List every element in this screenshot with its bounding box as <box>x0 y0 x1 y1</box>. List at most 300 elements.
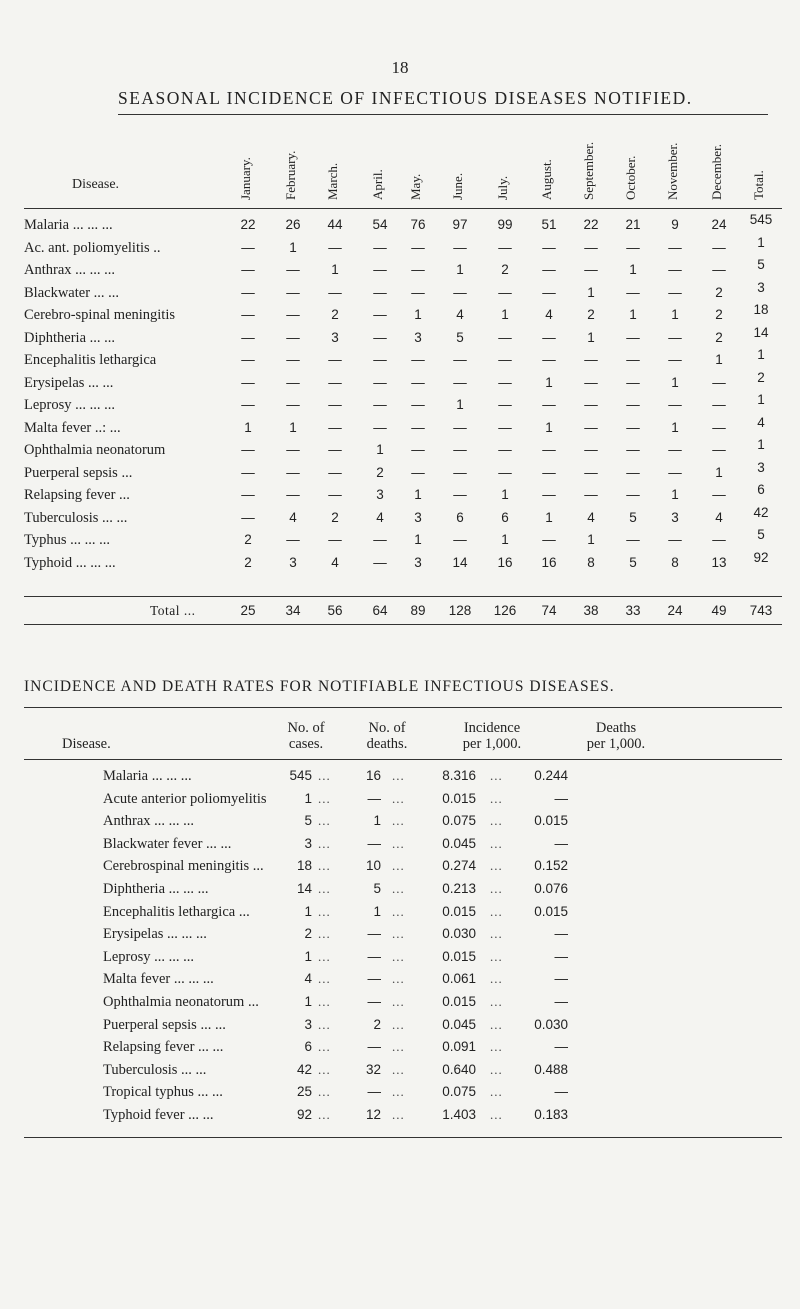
table1-disease-label: Blackwater ... ... <box>24 284 120 301</box>
table2-cases: 4 <box>304 971 312 987</box>
table1-cell: 2 <box>715 329 723 345</box>
table2-leader-dots: ... <box>392 813 405 829</box>
table1-cell: 99 <box>497 217 513 232</box>
table1-cell: — <box>286 487 300 502</box>
table2-leader-dots: ... <box>490 813 503 829</box>
table1-total-cell: 743 <box>749 603 773 618</box>
table1-cell: — <box>286 374 300 390</box>
table1-row <box>0 549 800 574</box>
table1-disease-label: Encephalitis lethargica <box>24 352 157 368</box>
table1-disease-label: Puerperal sepsis ... <box>24 464 133 481</box>
table1-cell: — <box>241 329 255 345</box>
table1-cell: 2 <box>244 554 252 570</box>
table1-total-cell: 74 <box>541 603 557 618</box>
table1-cell: — <box>498 442 512 457</box>
table2-leader-dots: ... <box>318 903 331 919</box>
table2-incidence: 0.213 <box>442 881 476 896</box>
table1-disease-label: Cerebro-spinal meningitis <box>24 307 176 323</box>
table2-leader-dots: ... <box>392 1084 405 1100</box>
table1-cell: — <box>626 419 640 435</box>
table1-cell: — <box>626 284 640 300</box>
table2-death-rate: 0.244 <box>534 768 568 783</box>
table2-disease-label: Erysipelas ... ... ... <box>103 926 207 943</box>
table1-month-header: Total. <box>751 170 766 200</box>
table1-cell: 2 <box>331 509 339 525</box>
table1-cell: — <box>241 262 255 277</box>
table1-cell: 5 <box>629 509 637 525</box>
table1-cell: 545 <box>749 212 773 227</box>
table1-cell: 6 <box>757 482 765 497</box>
table1-cell: — <box>373 397 387 412</box>
table2-leader-dots: ... <box>392 881 405 896</box>
table1-cell: 1 <box>501 307 509 322</box>
table1-cell: 4 <box>331 554 339 570</box>
table2-leader-dots: ... <box>318 813 331 829</box>
table2-incidence: 0.091 <box>442 1039 476 1055</box>
table2-leader-dots: ... <box>490 994 503 1009</box>
table1-cell: — <box>241 487 255 502</box>
table1-cell: — <box>453 419 467 435</box>
table1-cell: — <box>712 487 726 502</box>
table1-cell: 3 <box>414 329 422 345</box>
table1-cell: 1 <box>545 509 553 525</box>
table2-leader-dots: ... <box>392 768 405 783</box>
table2-leader-dots: ... <box>392 926 405 942</box>
table1-cell: — <box>241 397 255 412</box>
table1-cell: — <box>498 419 512 435</box>
table1-cell: 2 <box>757 369 765 385</box>
table1-cell: 1 <box>671 487 679 502</box>
table1-cell: 1 <box>244 419 252 435</box>
table2-header-incidence-line1: Incidence <box>463 720 521 736</box>
table1-cell: 4 <box>587 509 595 525</box>
table1-cell: — <box>498 239 512 255</box>
table1-cell: 5 <box>757 257 765 272</box>
table2-row <box>0 994 800 1016</box>
table1-disease-label: Malaria ... ... ... <box>24 217 113 233</box>
table2-leader-dots: ... <box>490 790 503 806</box>
table1-cell: — <box>498 329 512 345</box>
table1-total-cell: 25 <box>240 603 256 618</box>
table1-cell: — <box>584 397 598 412</box>
table1-cell: — <box>668 239 682 255</box>
table1-cell: — <box>411 262 425 277</box>
table2-death-rate: — <box>554 926 568 942</box>
table2-incidence: 0.274 <box>442 858 476 874</box>
table2-deaths: 5 <box>373 881 381 896</box>
table1-cell: — <box>584 239 598 255</box>
table1-cell: — <box>411 397 425 412</box>
table1-cell: 1 <box>757 234 765 250</box>
table2-header-disease: Disease. <box>62 736 111 752</box>
table1-cell: 5 <box>757 527 765 542</box>
table1-cell: — <box>453 487 467 502</box>
table1-cell: 4 <box>289 509 297 525</box>
table2-deaths: 2 <box>373 1016 381 1032</box>
table1-cell: — <box>286 284 300 300</box>
table1-cell: 3 <box>331 329 339 345</box>
table1-row <box>0 369 800 394</box>
table1-cell: — <box>286 464 300 480</box>
table2-row <box>0 791 800 813</box>
table2-disease-label: Anthrax ... ... ... <box>103 813 195 830</box>
table1-total-cell: 24 <box>667 603 683 618</box>
table1-cell: 26 <box>285 217 301 232</box>
table1-row <box>0 212 800 236</box>
table1-cell: — <box>328 284 342 300</box>
table1-month-header: July. <box>495 175 510 200</box>
table2-leader-dots: ... <box>490 903 503 919</box>
table1-cell: — <box>286 352 300 367</box>
table1-cell: — <box>373 284 387 300</box>
table1-total-cell: 89 <box>410 603 426 618</box>
table2-header-deaths-line2: deaths. <box>366 736 408 752</box>
table2-leader-dots: ... <box>318 1107 331 1122</box>
table2-leader-dots: ... <box>318 1016 331 1032</box>
table1-cell: — <box>411 419 425 435</box>
table1-cell: 1 <box>456 397 464 412</box>
table2-header-cases <box>266 720 346 752</box>
table1-cell: — <box>286 262 300 277</box>
table2-deaths: 1 <box>373 813 381 829</box>
table1-total-cell: 38 <box>583 603 599 618</box>
table1-cell: — <box>542 262 556 277</box>
table2-disease-label: Malta fever ... ... ... <box>103 971 214 988</box>
table2-leader-dots: ... <box>490 858 503 874</box>
table1-cell: — <box>668 329 682 345</box>
table2-death-rate: 0.015 <box>534 903 568 919</box>
table1-cell: — <box>411 284 425 300</box>
table1-row <box>0 302 800 326</box>
table2-leader-dots: ... <box>490 1107 503 1122</box>
table1-cell: — <box>584 374 598 390</box>
table2-death-rate: — <box>554 790 568 806</box>
table1-cell: 2 <box>715 307 723 322</box>
table1-cell: 8 <box>671 554 679 570</box>
table1-cell: 8 <box>587 554 595 570</box>
table2-leader-dots: ... <box>318 768 331 783</box>
table2-leader-dots: ... <box>318 881 331 896</box>
table1-cell: — <box>542 532 556 547</box>
table2-disease-label: Puerperal sepsis ... ... <box>103 1016 226 1033</box>
table1-cell: — <box>542 329 556 345</box>
table1-total-cell: 34 <box>285 603 301 618</box>
table2-row <box>0 1084 800 1106</box>
table2-row <box>0 881 800 903</box>
table1-disease-label: Ac. ant. poliomyelitis .. <box>24 239 161 256</box>
table2-row <box>0 1017 800 1039</box>
table2-deaths: 12 <box>365 1107 381 1122</box>
table1-cell: — <box>498 464 512 480</box>
table1-total-cell: 56 <box>327 603 343 618</box>
table1-cell: 18 <box>753 302 769 317</box>
table2-row <box>0 926 800 948</box>
table2-leader-dots: ... <box>318 835 331 851</box>
table1-cell: 1 <box>376 442 384 457</box>
table2-cases: 5 <box>304 813 312 829</box>
table1-cell: — <box>453 532 467 547</box>
table1-cell: 1 <box>501 487 509 502</box>
table1-cell: — <box>626 532 640 547</box>
table1-month-header: January. <box>238 157 253 200</box>
table1-cell: 16 <box>497 554 513 570</box>
table2-death-rate: — <box>554 994 568 1009</box>
table1-cell: 5 <box>629 554 637 570</box>
table1-cell: 1 <box>587 284 595 300</box>
table1-cell: — <box>328 419 342 435</box>
table1-bottom-rule <box>24 624 782 625</box>
table1-cell: — <box>668 262 682 277</box>
table2-cases: 1 <box>304 903 312 919</box>
table1-cell: — <box>286 329 300 345</box>
table1-cell: 1 <box>671 419 679 435</box>
table1-cell: — <box>498 374 512 390</box>
table1-row <box>0 459 800 484</box>
table1-cell: — <box>241 352 255 367</box>
table2-leader-dots: ... <box>392 1016 405 1032</box>
table2-disease-label: Diphtheria ... ... ... <box>103 881 209 897</box>
table2-disease-label: Leprosy ... ... ... <box>103 948 195 965</box>
table2-incidence: 0.045 <box>442 1016 476 1032</box>
table2-header-rate <box>562 720 670 752</box>
table1-cell: — <box>241 284 255 300</box>
table2-leader-dots: ... <box>490 881 503 896</box>
table2-disease-label: Acute anterior poliomyelitis <box>103 790 267 807</box>
table1-cell: — <box>411 464 425 480</box>
table1-cell: — <box>668 352 682 367</box>
table2-death-rate: — <box>554 948 568 964</box>
table1-cell: — <box>373 554 387 570</box>
table1-cell: — <box>286 532 300 547</box>
table2-incidence: 0.075 <box>442 1084 476 1100</box>
table2-death-rate: — <box>554 835 568 851</box>
table1-total-label: Total ... <box>150 603 196 618</box>
table1-cell: 14 <box>753 324 769 340</box>
table1-cell: — <box>498 397 512 412</box>
table1-cell: — <box>626 397 640 412</box>
table2-incidence: 0.045 <box>442 835 476 851</box>
table1-cell: 1 <box>289 239 297 255</box>
table2-header-rate-line2: per 1,000. <box>586 736 646 752</box>
table1-cell: — <box>542 487 556 502</box>
table2-deaths: — <box>367 1084 381 1100</box>
table1-month-header: June. <box>450 172 465 200</box>
table1-month-header: March. <box>325 162 340 200</box>
table2-leader-dots: ... <box>318 971 331 987</box>
table2-leader-dots: ... <box>392 790 405 806</box>
table1-month-header: September. <box>581 141 596 200</box>
table1-cell: — <box>542 397 556 412</box>
table1-cell: — <box>584 262 598 277</box>
table1-cell: 5 <box>456 329 464 345</box>
table1-cell: — <box>626 374 640 390</box>
table1-cell: — <box>328 532 342 547</box>
table1-cell: — <box>668 532 682 547</box>
table1-row <box>0 437 800 461</box>
table1-cell: 2 <box>244 532 252 547</box>
table2-disease-label: Blackwater fever ... ... <box>103 835 232 852</box>
table2-leader-dots: ... <box>490 971 503 987</box>
table2-incidence: 0.015 <box>442 790 476 806</box>
table2-deaths: — <box>367 1039 381 1055</box>
table2-row <box>0 813 800 835</box>
table2-disease-label: Relapsing fever ... ... <box>103 1039 224 1056</box>
table1-cell: — <box>373 262 387 277</box>
table2-deaths: 32 <box>365 1061 381 1077</box>
table2-cases: 545 <box>289 768 312 783</box>
table1-row <box>0 279 800 304</box>
table2-header-incidence <box>438 720 546 752</box>
table1-cell: 2 <box>715 284 723 300</box>
table1-cell: 6 <box>456 509 464 525</box>
table2-deaths: — <box>367 790 381 806</box>
table1-disease-label: Tuberculosis ... ... <box>24 509 128 526</box>
table1-cell: 24 <box>711 217 727 232</box>
table2-cases: 2 <box>304 926 312 942</box>
table1-cell: 22 <box>240 217 256 232</box>
table1-cell: 44 <box>327 217 343 232</box>
table2-disease-label: Tuberculosis ... ... <box>103 1061 207 1078</box>
table1-cell: 1 <box>414 487 422 502</box>
table1-cell: 3 <box>414 509 422 525</box>
table1-cell: 1 <box>289 419 297 435</box>
table1-total-row <box>0 603 800 622</box>
table2-disease-label: Tropical typhus ... ... <box>103 1084 223 1101</box>
table2-leader-dots: ... <box>392 994 405 1009</box>
table2-disease-label: Malaria ... ... ... <box>103 768 192 784</box>
table2-leader-dots: ... <box>318 948 331 964</box>
table1-cell: 54 <box>372 217 388 232</box>
table1-cell: — <box>453 352 467 367</box>
table2-row <box>0 904 800 926</box>
table1-row <box>0 504 800 529</box>
table1-disease-label: Relapsing fever ... <box>24 487 130 503</box>
table1-cell: — <box>453 284 467 300</box>
table1-header-rule <box>24 208 782 209</box>
table2-leader-dots: ... <box>490 1061 503 1077</box>
table2-incidence: 0.015 <box>442 948 476 964</box>
table1-cell: — <box>498 284 512 300</box>
table1-row <box>0 257 800 281</box>
table1-cell: — <box>328 239 342 255</box>
table1-row <box>0 392 800 416</box>
table1-cell: 1 <box>757 392 765 407</box>
table1-cell: — <box>712 374 726 390</box>
table2-disease-label: Typhoid fever ... ... <box>103 1107 214 1123</box>
table1-cell: 1 <box>501 532 509 547</box>
table1-cell: — <box>542 239 556 255</box>
table1-cell: — <box>626 464 640 480</box>
table2-death-rate: 0.183 <box>534 1107 568 1122</box>
table1-cell: — <box>584 442 598 457</box>
table1-cell: — <box>712 397 726 412</box>
table1-cell: 1 <box>757 347 765 362</box>
table1-row <box>0 234 800 259</box>
table2-leader-dots: ... <box>392 858 405 874</box>
table1-cell: — <box>373 329 387 345</box>
table2-header-deaths <box>342 720 432 752</box>
table1-total-cell: 126 <box>493 603 517 618</box>
table1-cell: — <box>286 442 300 457</box>
table1-title: SEASONAL INCIDENCE OF INFECTIOUS DISEASES NOTIFIED. <box>118 88 693 108</box>
table2-deaths: — <box>367 926 381 942</box>
table2-leader-dots: ... <box>318 1084 331 1100</box>
table1-row <box>0 347 800 371</box>
table2-leader-dots: ... <box>392 1061 405 1077</box>
table2-deaths: — <box>367 835 381 851</box>
table1-cell: 4 <box>376 509 384 525</box>
table2-cases: 18 <box>296 858 312 874</box>
table2-leader-dots: ... <box>490 1084 503 1100</box>
table1-cell: — <box>453 464 467 480</box>
table1-total-rule <box>24 596 782 597</box>
table1-cell: — <box>328 374 342 390</box>
table2-death-rate: 0.030 <box>534 1016 568 1032</box>
table1-cell: — <box>328 487 342 502</box>
table2-header-cases-line2: cases. <box>288 736 324 752</box>
table1-cell: 1 <box>671 374 679 390</box>
table2-death-rate: — <box>554 1039 568 1055</box>
table1-cell: 3 <box>757 279 765 295</box>
table1-cell: — <box>411 352 425 367</box>
table2-leader-dots: ... <box>392 971 405 987</box>
table1-cell: — <box>286 307 300 322</box>
table1-cell: 97 <box>452 217 468 232</box>
table1-total-cell: 64 <box>372 603 388 618</box>
table1-month-header: December. <box>709 144 724 200</box>
table2-disease-label: Cerebrospinal meningitis ... <box>103 858 264 875</box>
table1-cell: — <box>328 352 342 367</box>
table1-cell: 3 <box>757 459 765 475</box>
table1-cell: — <box>373 307 387 322</box>
table1-top-rule <box>118 114 768 115</box>
table1-cell: — <box>328 397 342 412</box>
table2-deaths: 1 <box>373 903 381 919</box>
table1-cell: — <box>411 239 425 255</box>
table1-cell: 3 <box>289 554 297 570</box>
table2-deaths: 10 <box>365 858 381 874</box>
table1-month-header: April. <box>370 169 385 200</box>
table2-cases: 3 <box>304 835 312 851</box>
table1-cell: 6 <box>501 509 509 525</box>
table1-cell: 4 <box>545 307 553 322</box>
table2-incidence: 0.061 <box>442 971 476 987</box>
table1-cell: 1 <box>456 262 464 277</box>
table1-cell: — <box>542 284 556 300</box>
table1-cell: — <box>241 509 255 525</box>
table1-cell: 4 <box>456 307 464 322</box>
table2-row <box>0 971 800 993</box>
table2-row <box>0 768 800 790</box>
table1-cell: — <box>626 239 640 255</box>
table1-disease-label: Typhoid ... ... ... <box>24 554 116 571</box>
table2-leader-dots: ... <box>490 768 503 783</box>
table2-disease-label: Ophthalmia neonatorum ... <box>103 994 259 1010</box>
table1-cell: — <box>498 352 512 367</box>
table2-leader-dots: ... <box>392 1107 405 1122</box>
table1-cell: 4 <box>757 414 765 430</box>
table1-cell: — <box>712 262 726 277</box>
table2-bottom-rule <box>24 1137 782 1138</box>
table1-cell: — <box>626 442 640 457</box>
table1-cell: — <box>668 442 682 457</box>
table2-incidence: 0.640 <box>442 1061 476 1077</box>
table2-leader-dots: ... <box>392 903 405 919</box>
table2-leader-dots: ... <box>490 1016 503 1032</box>
table1-cell: — <box>411 442 425 457</box>
table2-death-rate: 0.015 <box>534 813 568 829</box>
table2-deaths: — <box>367 994 381 1009</box>
